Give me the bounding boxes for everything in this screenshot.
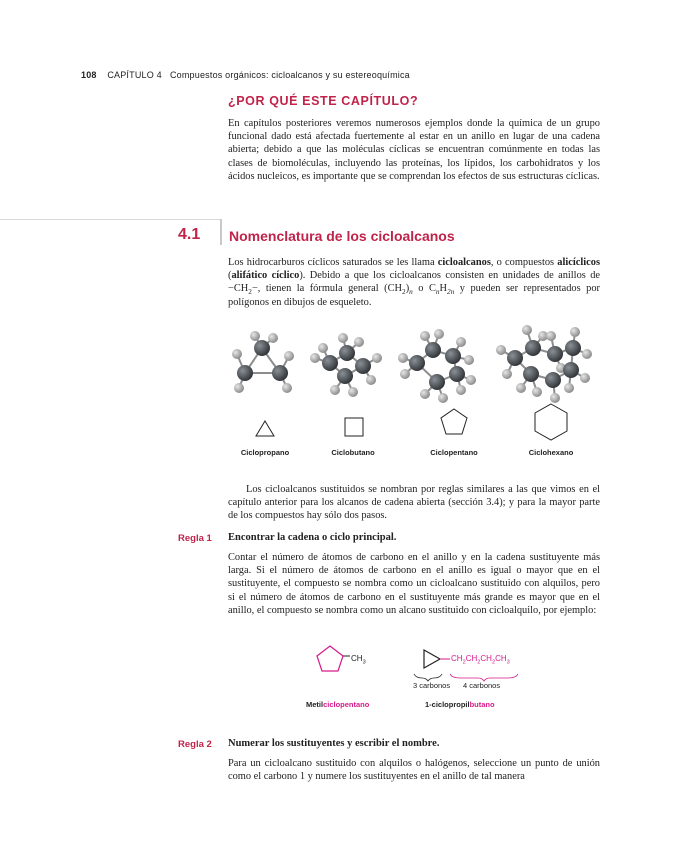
rule2-paragraph: Para un cicloalcano sustituido con alquilos o halógenos, seleccione un punto de unión como el carbono 1 y numere los sustituyentes en el anillo de tal manera [228, 758, 600, 783]
cyclopropyl-ring [424, 650, 440, 668]
caption-cyclopentane: Ciclopentano [430, 448, 478, 457]
butyl-chain: $CH_2CH_2CH_2CH_3$ [451, 654, 510, 666]
skeletal-polygons-figure [225, 400, 605, 450]
caption-cyclopropane: Ciclopropano [240, 448, 290, 457]
rule1-title: Encontrar la cadena o ciclo principal. [228, 532, 397, 543]
caption-cyclohexane: Ciclohexano [528, 448, 574, 457]
chapter-title: Compuestos orgánicos: cicloalcanos y su estereoquímica [169, 70, 410, 80]
running-header [81, 70, 410, 80]
section-title: Nomenclatura de los cicloalcanos [229, 228, 455, 244]
why-chapter-heading: ¿POR QUÉ ESTE CAPÍTULO? [228, 94, 419, 108]
cyclobutane-square [345, 418, 363, 436]
cyclopentane-model [398, 329, 476, 403]
section-intro-paragraph: Los hidrocarburos cíclicos saturados se les llama cicloalcanos, o compuestos alicíclicos (alifático cíclico). Debido a que los cicloalcanos consisten en unidades de anillos de $-CH_2-$, tienen la fórmula general $(CH_2)_n$ o $C_nH_{2n}$ y pueden ser representados por polígonos en dibujos de esqueleto. [228, 257, 600, 308]
caption-cyclobutane: Ciclobutano [331, 448, 375, 457]
page-number: 108 [81, 70, 97, 80]
example1-name: Metilciclopentano [306, 700, 370, 709]
rule2-title: Numerar los sustituyentes y escribir el nombre. [228, 738, 440, 749]
section-divider [0, 219, 222, 220]
cyclohexane-hexagon [535, 404, 567, 440]
chapter-label: CAPÍTULO 4 [107, 70, 162, 80]
brace-ring [414, 674, 442, 681]
cyclopentane-pentagon [441, 409, 467, 434]
cyclopropane-model [232, 331, 294, 393]
section-divider-bar [220, 219, 222, 245]
methylcyclopentane-ring [317, 646, 343, 671]
rule1-paragraph: Contar el número de átomos de carbono en el anillo y en la cadena sustituyente más larga. Si el número de átomos de carbono en el anillo es igual o mayor que en el sustituyente, el compuesto se nombra como un cicloalcano sustituido con alquilos, pero si el número de átomos de carbono en el sustituyente más grande es mayor que en el anillo, el compuesto se nombra como un alcano sustituido con cicloalquilo, por ejemplo: [228, 552, 600, 616]
rule1-label: Regla 1 [178, 533, 212, 544]
cyclohexane-model [496, 325, 592, 403]
ring-carbon-count: 3 carbonos [413, 681, 451, 690]
cyclopropane-triangle [256, 421, 274, 436]
why-chapter-paragraph: En capítulos posteriores veremos numerosos ejemplos donde la química de un grupo funcional dado está afectada fuertemente al estar en un anillo en lugar de una cadena abierta; debido a que las moléculas cíclicas se encuentran comúnmente en todas las clases de biomoléculas, incluyendo las proteínas, los lípidos, los carbohidratos y los ácidos nucleicos, es importante que se comprendan los efectos de sus estructuras cíclicas. [228, 118, 600, 182]
substituted-paragraph: Los cicloalcanos sustituidos se nombran por reglas similares a las que vimos en el capítulo anterior para los alcanos de cadena abierta (sección 3.4); y para la mayor parte de los compuestos hay sólo dos pasos. [228, 484, 600, 522]
rule2-label: Regla 2 [178, 739, 212, 750]
example2-name: 1-ciclopropilbutano [425, 700, 495, 709]
chain-carbon-count: 4 carbonos [463, 681, 501, 690]
section-number: 4.1 [178, 226, 201, 243]
cyclobutane-model [310, 333, 382, 397]
methyl-group: $CH_3$ [351, 654, 366, 666]
brace-chain [450, 674, 518, 681]
